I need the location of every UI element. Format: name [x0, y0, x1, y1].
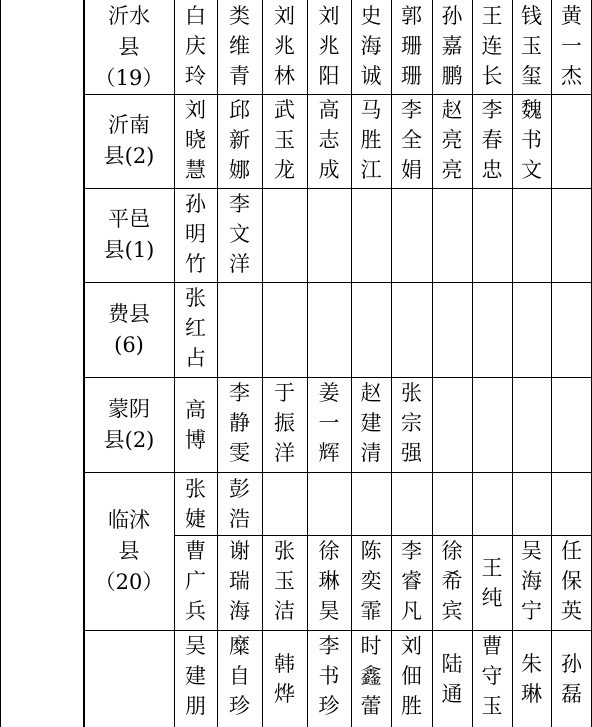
name-char: 曹 [185, 539, 206, 563]
county-label [84, 3, 174, 91]
name-char: 连 [481, 34, 503, 58]
name-char: 洋 [229, 252, 250, 276]
county-label-line: （19） [94, 65, 164, 90]
name-char: 亮 [441, 158, 463, 182]
name-char: 孙 [441, 4, 463, 28]
county-label-line: 沂南 [108, 113, 150, 137]
name-char: 书 [521, 128, 542, 152]
name-char: 高 [185, 397, 206, 422]
name-char: 孙 [561, 651, 582, 676]
name-char: 海 [521, 569, 542, 593]
name-char: 任 [561, 539, 582, 563]
name-char: 琳 [318, 569, 340, 593]
name-char: 珍 [318, 694, 340, 718]
table-rule [84, 630, 592, 631]
name-cell [220, 95, 260, 185]
name-char: 胜 [360, 128, 382, 152]
name-char: 娜 [229, 158, 250, 182]
table-rule [84, 377, 592, 378]
name-char: 韩 [274, 651, 295, 676]
name-char: 晓 [185, 128, 206, 152]
name-cell [351, 1, 391, 91]
name-cell [176, 189, 216, 279]
name-char: 建 [185, 664, 206, 688]
name-char: 鹏 [441, 64, 463, 88]
county-label-line: 临沭 [108, 507, 150, 532]
name-cell [176, 1, 216, 91]
name-char: 保 [561, 569, 582, 593]
name-char: 洁 [274, 599, 295, 623]
table-rule [391, 0, 392, 727]
name-char: 清 [360, 441, 382, 465]
name-cell [309, 378, 349, 468]
name-char: 类 [229, 4, 250, 28]
name-cell [392, 378, 432, 468]
name-char: 鑫 [360, 664, 382, 688]
name-char: 阳 [318, 64, 340, 88]
name-char: 诚 [360, 64, 382, 88]
name-char: 一 [561, 34, 582, 58]
table-rule [432, 0, 433, 727]
name-char: 明 [185, 222, 206, 246]
name-char: 谢 [229, 539, 250, 563]
county-label-line: 沂水 [108, 3, 150, 28]
table-rule [512, 0, 513, 727]
name-char: 霏 [360, 599, 382, 623]
name-char: 琳 [521, 681, 542, 706]
table-rule [351, 0, 352, 727]
name-char: 朋 [185, 694, 206, 718]
name-cell [309, 1, 349, 91]
county-label [84, 191, 174, 279]
name-cell [176, 95, 216, 185]
name-char: 英 [561, 599, 582, 623]
name-char: 瑞 [229, 569, 250, 593]
table-rule [262, 0, 263, 727]
name-char: 玉 [481, 694, 503, 718]
name-char: 春 [481, 128, 503, 152]
table-rule [174, 0, 175, 727]
county-label [84, 380, 174, 469]
name-char: 张 [185, 476, 206, 501]
name-cell [472, 631, 512, 721]
name-cell [392, 631, 432, 721]
name-char: 吴 [521, 539, 542, 563]
name-cell [472, 95, 512, 185]
name-char: 李 [318, 634, 340, 658]
name-char: 魏 [521, 98, 542, 122]
name-cell [512, 536, 552, 626]
name-cell [512, 95, 552, 185]
county-label-line: (6) [114, 332, 144, 357]
name-cell [472, 553, 512, 613]
name-char: 书 [318, 664, 340, 688]
name-cell [309, 631, 349, 721]
name-char: 建 [360, 411, 382, 435]
name-cell [432, 536, 472, 626]
name-cell [176, 631, 216, 721]
name-char: 陈 [360, 539, 382, 563]
name-char: 珍 [229, 694, 250, 718]
name-char: 龙 [274, 158, 295, 182]
name-char: 白 [185, 4, 206, 28]
name-char: 兆 [274, 34, 295, 58]
name-char: 李 [401, 98, 422, 122]
name-char: 江 [360, 158, 382, 182]
name-cell [432, 95, 472, 185]
name-cell [265, 649, 305, 709]
table-rule [472, 0, 473, 727]
name-char: 时 [360, 634, 382, 658]
county-label-line: 县(2) [103, 144, 155, 168]
name-char: 维 [229, 34, 250, 58]
name-char: 珊 [401, 34, 422, 58]
name-char: 娟 [401, 158, 422, 182]
name-cell [351, 378, 391, 468]
name-cell [392, 536, 432, 626]
name-char: 吴 [185, 634, 206, 658]
county-label [84, 285, 174, 374]
county-label [84, 97, 174, 185]
name-char: 佃 [401, 664, 422, 688]
name-cell [392, 1, 432, 91]
name-cell [351, 631, 391, 721]
name-char: 凡 [401, 599, 422, 623]
name-cell [432, 649, 472, 709]
name-char: 朱 [521, 651, 542, 676]
name-cell [220, 536, 260, 626]
name-cell [176, 474, 216, 534]
name-char: 郭 [401, 4, 422, 28]
name-cell [309, 536, 349, 626]
table-rule [84, 282, 592, 283]
name-char: 宗 [401, 411, 422, 435]
name-char: 庆 [185, 34, 206, 58]
name-cell [552, 649, 592, 709]
county-label-line: 蒙阴 [108, 396, 150, 421]
name-char: 红 [185, 316, 206, 340]
name-char: 玉 [274, 128, 295, 152]
name-cell [265, 378, 305, 468]
table-rule [174, 535, 592, 536]
name-char: 赵 [360, 381, 382, 405]
name-char: 张 [274, 539, 295, 563]
name-char: 珊 [401, 64, 422, 88]
name-char: 雯 [229, 441, 250, 465]
table-rule [84, 472, 592, 473]
name-char: 振 [274, 411, 295, 435]
name-cell [220, 474, 260, 534]
name-char: 文 [521, 158, 542, 182]
name-cell [512, 649, 552, 709]
name-char: 张 [401, 381, 422, 405]
name-cell [265, 95, 305, 185]
name-char: 邱 [229, 98, 250, 122]
name-char: 成 [318, 158, 340, 182]
table-rule [217, 0, 218, 727]
name-char: 李 [481, 98, 503, 122]
table-rule [0, 0, 1, 727]
name-char: 博 [185, 427, 206, 452]
name-char: 磊 [561, 681, 582, 706]
name-char: 钱 [521, 4, 542, 28]
name-char: 马 [360, 98, 382, 122]
name-char: 蕾 [360, 694, 382, 718]
name-char: 兵 [185, 599, 206, 623]
name-cell [220, 189, 260, 279]
name-char: 志 [318, 128, 340, 152]
name-char: 于 [274, 381, 295, 405]
name-char: 史 [360, 4, 382, 28]
name-char: 青 [229, 64, 250, 88]
name-char: 自 [229, 664, 250, 688]
name-char: 陆 [441, 651, 463, 676]
name-cell [220, 378, 260, 468]
name-char: 玉 [521, 34, 542, 58]
name-char: 竹 [185, 252, 206, 276]
name-char: 兆 [318, 34, 340, 58]
name-char: 浩 [229, 506, 250, 531]
name-char: 奕 [360, 569, 382, 593]
name-char: 亮 [441, 128, 463, 152]
county-label-line: 县(1) [103, 238, 155, 262]
name-cell [176, 283, 216, 373]
name-char: 睿 [401, 569, 422, 593]
name-cell [265, 1, 305, 91]
name-char: 姜 [318, 381, 340, 405]
name-char: 婕 [185, 506, 206, 531]
name-cell [309, 95, 349, 185]
name-char: 胜 [401, 694, 422, 718]
name-char: 李 [229, 381, 250, 405]
name-char: 慧 [185, 158, 206, 182]
county-label-line: （20） [94, 569, 164, 594]
table-rule [551, 0, 552, 727]
name-cell [472, 1, 512, 91]
name-char: 糜 [229, 634, 250, 658]
name-cell [220, 631, 260, 721]
name-char: 海 [229, 599, 250, 623]
name-cell [176, 395, 216, 455]
name-char: 玺 [521, 64, 542, 88]
name-cell [351, 536, 391, 626]
name-char: 全 [401, 128, 422, 152]
name-char: 文 [229, 222, 250, 246]
name-char: 一 [318, 411, 340, 435]
name-cell [512, 1, 552, 91]
name-char: 烨 [274, 681, 295, 706]
name-char: 守 [481, 664, 503, 688]
name-char: 刘 [401, 634, 422, 658]
name-char: 嘉 [441, 34, 463, 58]
name-char: 昊 [318, 599, 340, 623]
table-rule [84, 188, 592, 189]
table-rule [83, 0, 85, 727]
name-char: 强 [401, 441, 422, 465]
name-char: 广 [185, 569, 206, 593]
county-label-line: 费县 [108, 301, 150, 326]
name-char: 林 [274, 64, 295, 88]
name-char: 辉 [318, 441, 340, 465]
name-char: 纯 [481, 585, 503, 610]
name-char: 忠 [481, 158, 503, 182]
name-cell [552, 1, 592, 91]
name-char: 李 [401, 539, 422, 563]
name-char: 王 [481, 555, 503, 580]
name-char: 徐 [318, 539, 340, 563]
county-label-line: 平邑 [108, 207, 150, 231]
name-char: 静 [229, 411, 250, 435]
name-char: 占 [185, 346, 206, 370]
name-char: 彭 [229, 476, 250, 501]
county-label [84, 475, 174, 627]
name-char: 刘 [318, 4, 340, 28]
name-char: 洋 [274, 441, 295, 465]
table-rule [307, 0, 308, 727]
name-char: 玉 [274, 569, 295, 593]
county-label-line: 县 [118, 34, 140, 59]
name-char: 希 [441, 569, 463, 593]
name-char: 通 [441, 681, 463, 706]
county-label-line: 县 [118, 538, 140, 563]
name-char: 孙 [185, 192, 206, 216]
name-char: 玲 [185, 64, 206, 88]
table-rule [84, 94, 592, 95]
name-char: 长 [481, 64, 503, 88]
name-char: 杰 [561, 64, 582, 88]
name-char: 武 [274, 98, 295, 122]
county-label-line: 县(2) [103, 427, 155, 452]
name-char: 黄 [561, 4, 582, 28]
name-char: 海 [360, 34, 382, 58]
name-char: 张 [185, 286, 206, 310]
name-cell [392, 95, 432, 185]
name-char: 曹 [481, 634, 503, 658]
name-char: 赵 [441, 98, 463, 122]
name-char: 刘 [274, 4, 295, 28]
name-char: 李 [229, 192, 250, 216]
name-cell [432, 1, 472, 91]
name-char: 高 [318, 98, 340, 122]
name-cell [176, 536, 216, 626]
name-char: 徐 [441, 539, 463, 563]
name-char: 宁 [521, 599, 542, 623]
name-char: 刘 [185, 98, 206, 122]
name-cell [552, 536, 592, 626]
name-cell [265, 536, 305, 626]
name-cell [351, 95, 391, 185]
name-cell [220, 1, 260, 91]
name-char: 王 [481, 4, 503, 28]
name-char: 新 [229, 128, 250, 152]
name-char: 宾 [441, 599, 463, 623]
